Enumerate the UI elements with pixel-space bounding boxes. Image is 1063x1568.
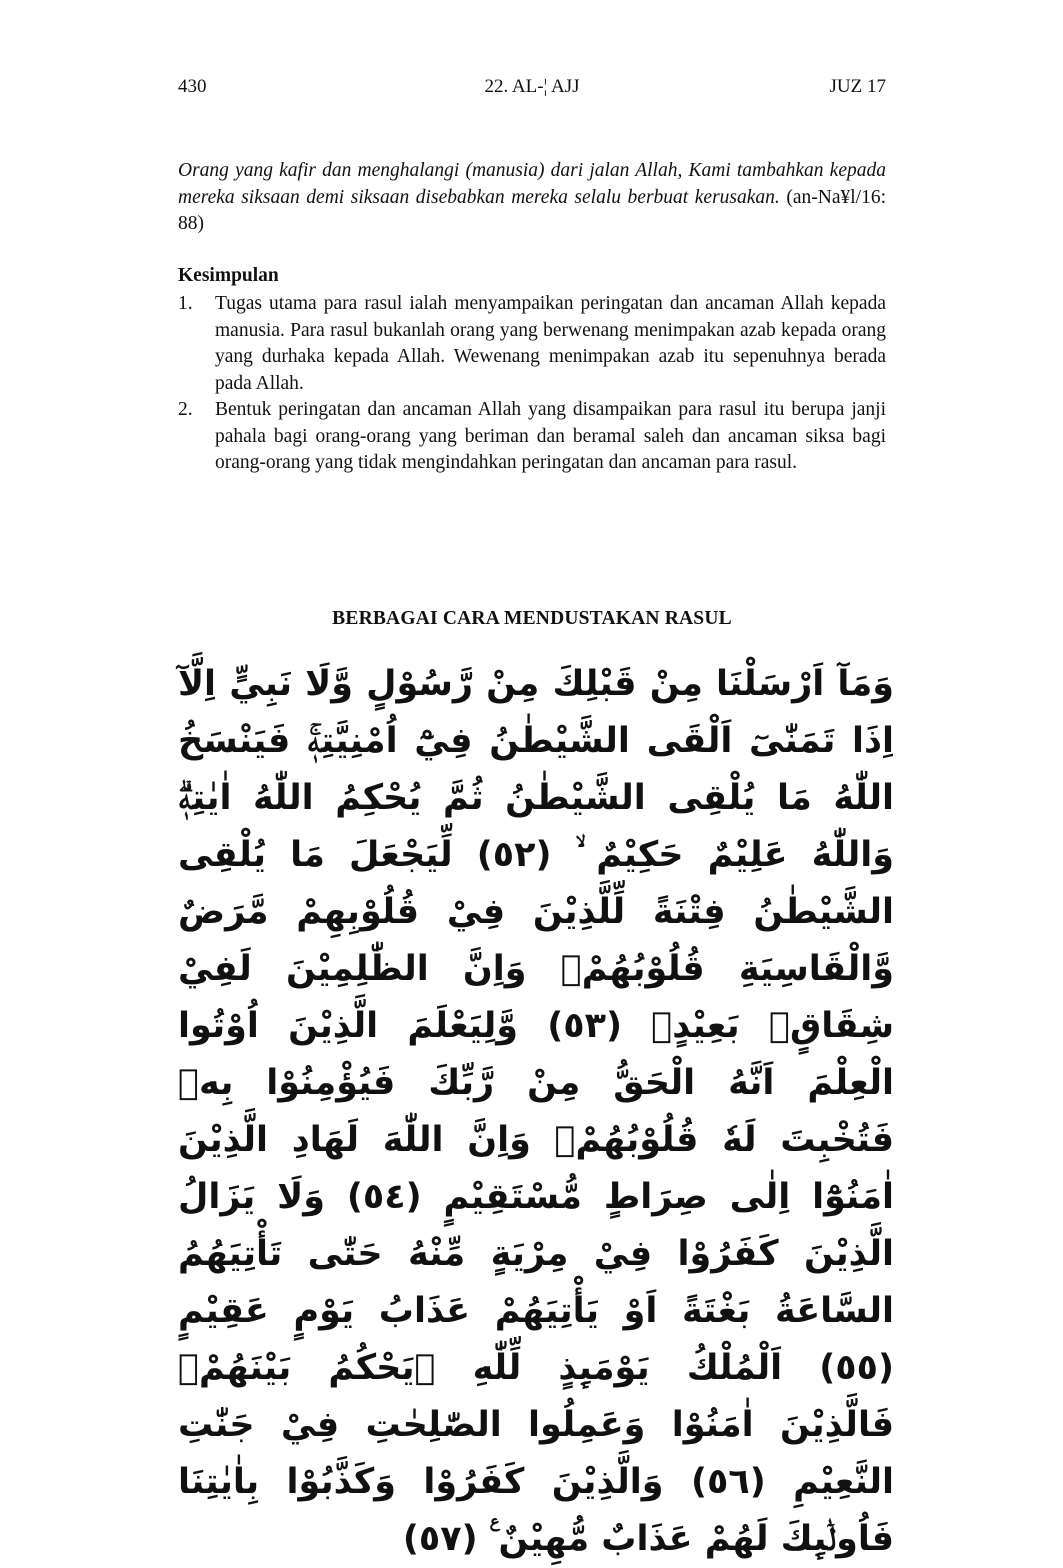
list-item — [178, 291, 886, 397]
page-number: 430 — [178, 76, 207, 97]
quote-reference: (an-Na¥l/16: 88) — [178, 186, 886, 234]
quote-italic-text: Orang yang kafir dan menghalangi (manusia) dari jalan Allah, Kami tambahkan kepada mereka siksaan demi siksaan disebabkan mereka selalu berbuat kerusakan. — [178, 160, 886, 208]
list-item-text: Tugas utama para rasul ialah menyampaikan peringatan dan ancaman Allah kepada manusia. Para rasul bukanlah orang yang berwenang menimpakan azab kepada orang yang durhaka kepada Allah. Wewenang menimpakan azab itu sepenuhnya berada pada Allah. — [215, 293, 886, 394]
list-item — [178, 397, 886, 477]
chapter-title: 22. AL-¦ AJJ — [484, 76, 580, 97]
page-header — [178, 76, 886, 102]
list-item-number: 2. — [178, 399, 193, 420]
list-item-number: 1. — [178, 293, 193, 314]
juz-label: JUZ 17 — [829, 76, 886, 97]
section-title: BERBAGAI CARA MENDUSTAKAN RASUL — [332, 608, 732, 629]
arabic-verses: وَمَآ اَرْسَلْنَا مِنْ قَبْلِكَ مِنْ رَّسُوْلٍ وَّلَا نَبِيٍّ اِلَّآ اِذَا تَمَنّٰىٓ اَلْقَى الشَّيْطٰنُ فِيْٓ اُمْنِيَّتِهٖۚ فَيَنْسَخُ اللّٰهُ مَا يُلْقِى الشَّيْطٰنُ ثُمَّ يُحْكِمُ اللّٰهُ اٰيٰتِهٖۗ وَاللّٰهُ عَلِيْمٌ حَكِيْمٌ ۙ (٥٢) لِّيَجْعَلَ مَا يُلْقِى الشَّيْطٰنُ فِتْنَةً لِّلَّذِيْنَ فِيْ قُلُوْبِهِمْ مَّرَضٌ وَّالْقَاسِيَةِ قُلُوْبُهُمْۗ وَاِنَّ الظّٰلِمِيْنَ لَفِيْ شِقَاقٍۢ بَعِيْدٍۙ (٥٣) وَّلِيَعْلَمَ الَّذِيْنَ اُوْتُوا الْعِلْمَ اَنَّهُ الْحَقُّ مِنْ رَّبِّكَ فَيُؤْمِنُوْا بِهٖ فَتُخْبِتَ لَهٗ قُلُوْبُهُمْۗ وَاِنَّ اللّٰهَ لَهَادِ الَّذِيْنَ اٰمَنُوْٓا اِلٰى صِرَاطٍ مُّسْتَقِيْمٍ (٥٤) وَلَا يَزَالُ الَّذِيْنَ كَفَرُوْا فِيْ مِرْيَةٍ مِّنْهُ حَتّٰى تَأْتِيَهُمُ السَّاعَةُ بَغْتَةً اَوْ يَأْتِيَهُمْ عَذَابُ يَوْمٍ عَقِيْمٍ (٥٥) اَلْمُلْكُ يَوْمَىِٕذٍ لِّلّٰهِ ۗيَحْكُمُ بَيْنَهُمْۗ فَالَّذِيْنَ اٰمَنُوْا وَعَمِلُوا الصّٰلِحٰتِ فِيْ جَنّٰتِ النَّعِيْمِ (٥٦) وَالَّذِيْنَ كَفَرُوْا وَكَذَّبُوْا بِاٰيٰتِنَا فَاُولٰۤىِٕكَ لَهُمْ عَذَابٌ مُّهِيْنٌ ࣖ (٥٧) — [178, 664, 894, 1559]
list-item-text: Bentuk peringatan dan ancaman Allah yang disampaikan para rasul itu berupa janji pahala bagi orang-orang yang beriman dan beramal saleh dan ancaman siksa bagi orang-orang yang tidak mengindahkan peringatan dan ancaman para rasul. — [215, 399, 886, 473]
conclusion-list — [178, 291, 886, 477]
quoted-verse-translation — [178, 158, 886, 238]
conclusion-heading: Kesimpulan — [178, 265, 279, 286]
